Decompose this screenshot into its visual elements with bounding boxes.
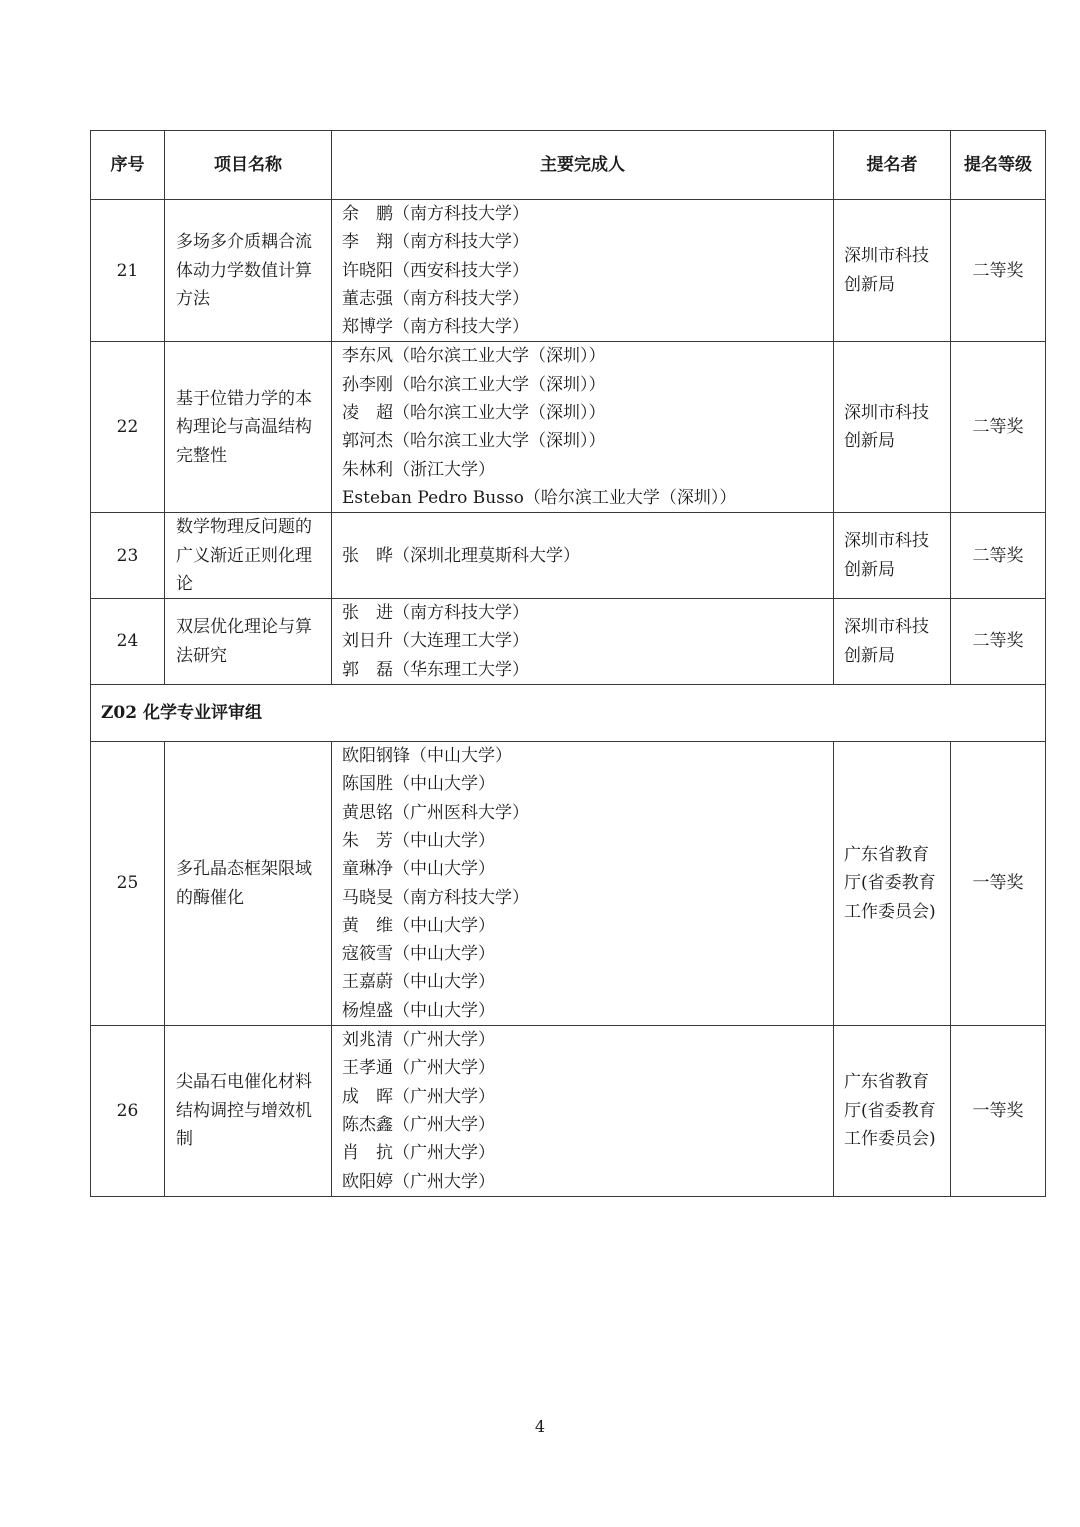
group-label: Z02 化学专业评审组 bbox=[91, 685, 1046, 742]
nominator-line: 深圳市科技 bbox=[844, 403, 929, 424]
contributor: 肖 抗（广州大学） bbox=[342, 1143, 495, 1164]
contributor: 朱林利（浙江大学） bbox=[342, 459, 495, 480]
header-main-contributors: 主要完成人 bbox=[332, 131, 834, 200]
row-index: 25 bbox=[91, 742, 165, 1026]
contributor: 刘日升（大连理工大学） bbox=[342, 631, 529, 652]
nominator bbox=[834, 342, 951, 513]
contributor: 成 晖（广州大学） bbox=[342, 1086, 495, 1107]
contributor: 王嘉蔚（中山大学） bbox=[342, 972, 495, 993]
nominator-line: 深圳市科技 bbox=[844, 531, 929, 552]
nomination-level: 二等奖 bbox=[951, 599, 1046, 685]
project-name-line: 制 bbox=[176, 1129, 193, 1150]
row-index: 23 bbox=[91, 513, 165, 599]
nominator bbox=[834, 200, 951, 342]
contributor: 刘兆清（广州大学） bbox=[342, 1030, 495, 1051]
contributor: 欧阳钢锋（中山大学） bbox=[342, 746, 512, 767]
project-name bbox=[165, 1026, 332, 1197]
contributor: 张 晔（深圳北理莫斯科大学） bbox=[342, 545, 580, 566]
contributor: 王孝通（广州大学） bbox=[342, 1058, 495, 1079]
project-name-line: 多场多介质耦合流 bbox=[176, 232, 312, 253]
project-name bbox=[165, 742, 332, 1026]
nominator-line: 深圳市科技 bbox=[844, 617, 929, 638]
contributor: 李东风（哈尔滨工业大学（深圳）） bbox=[342, 346, 606, 367]
table-body-chemistry bbox=[91, 742, 1046, 1197]
row-index: 22 bbox=[91, 342, 165, 513]
contributor: 杨煌盛（中山大学） bbox=[342, 1000, 495, 1021]
project-name-line: 多孔晶态框架限域 bbox=[176, 859, 312, 880]
page-number: 4 bbox=[534, 1417, 546, 1436]
row-index: 21 bbox=[91, 200, 165, 342]
contributor: 凌 超（哈尔滨工业大学（深圳）） bbox=[342, 403, 606, 424]
table-row bbox=[91, 200, 1046, 342]
header-index: 序号 bbox=[91, 131, 165, 200]
table-row bbox=[91, 599, 1046, 685]
contributors bbox=[332, 342, 834, 513]
header-row bbox=[91, 131, 1046, 200]
contributor: Esteban Pedro Busso（哈尔滨工业大学（深圳）） bbox=[342, 487, 737, 508]
contributor: 寇筱雪（中山大学） bbox=[342, 944, 495, 965]
nominator-line: 创新局 bbox=[844, 274, 895, 295]
table-row bbox=[91, 513, 1046, 599]
project-name bbox=[165, 599, 332, 685]
table-row bbox=[91, 342, 1046, 513]
project-name bbox=[165, 513, 332, 599]
project-name bbox=[165, 200, 332, 342]
contributors bbox=[332, 599, 834, 685]
contributor: 郭河杰（哈尔滨工业大学（深圳）） bbox=[342, 431, 606, 452]
nominator-line: 创新局 bbox=[844, 559, 895, 580]
header-nomination-level: 提名等级 bbox=[951, 131, 1046, 200]
contributor: 李 翔（南方科技大学） bbox=[342, 232, 529, 253]
nominator bbox=[834, 1026, 951, 1197]
project-name-line: 双层优化理论与算 bbox=[176, 617, 312, 638]
nomination-level: 二等奖 bbox=[951, 342, 1046, 513]
nominator-line: 工作委员会) bbox=[844, 1129, 936, 1150]
nominator bbox=[834, 742, 951, 1026]
nominator-line: 广东省教育 bbox=[844, 1072, 929, 1093]
award-table bbox=[90, 130, 1046, 1197]
nominator-line: 创新局 bbox=[844, 645, 895, 666]
table-row bbox=[91, 1026, 1046, 1197]
nominator-line: 创新局 bbox=[844, 431, 895, 452]
nomination-level: 二等奖 bbox=[951, 200, 1046, 342]
contributor: 郭 磊（华东理工大学） bbox=[342, 659, 529, 680]
nominator-line: 工作委员会) bbox=[844, 901, 936, 922]
contributors bbox=[332, 742, 834, 1026]
project-name-line: 法研究 bbox=[176, 645, 227, 666]
nominator-line: 深圳市科技 bbox=[844, 246, 929, 267]
project-name-line: 体动力学数值计算 bbox=[176, 260, 312, 281]
contributor: 许晓阳（西安科技大学） bbox=[342, 260, 529, 281]
contributor: 张 进（南方科技大学） bbox=[342, 603, 529, 624]
contributors bbox=[332, 1026, 834, 1197]
table-body-maths bbox=[91, 200, 1046, 685]
project-name-line: 结构调控与增效机 bbox=[176, 1100, 312, 1121]
contributor: 朱 芳（中山大学） bbox=[342, 830, 495, 851]
nominator-line: 广东省教育 bbox=[844, 845, 929, 866]
nominator bbox=[834, 513, 951, 599]
header-project-name: 项目名称 bbox=[165, 131, 332, 200]
project-name-line: 基于位错力学的本 bbox=[176, 388, 312, 409]
project-name-line: 的酶催化 bbox=[176, 887, 244, 908]
nomination-level: 一等奖 bbox=[951, 1026, 1046, 1197]
row-index: 26 bbox=[91, 1026, 165, 1197]
contributor: 黄思铭（广州医科大学） bbox=[342, 802, 529, 823]
project-name-line: 数学物理反问题的 bbox=[176, 517, 312, 538]
project-name-line: 完整性 bbox=[176, 445, 227, 466]
contributor: 孙李刚（哈尔滨工业大学（深圳）） bbox=[342, 374, 606, 395]
nominator bbox=[834, 599, 951, 685]
project-name bbox=[165, 342, 332, 513]
contributor: 黄 维（中山大学） bbox=[342, 915, 495, 936]
contributor: 郑博学（南方科技大学） bbox=[342, 317, 529, 338]
nomination-level: 二等奖 bbox=[951, 513, 1046, 599]
project-name-line: 构理论与高温结构 bbox=[176, 417, 312, 438]
contributors bbox=[332, 513, 834, 599]
contributor: 余 鹏（南方科技大学） bbox=[342, 204, 529, 224]
row-index: 24 bbox=[91, 599, 165, 685]
contributor: 陈国胜（中山大学） bbox=[342, 774, 495, 795]
header-nominator: 提名者 bbox=[834, 131, 951, 200]
nominator-line: 厅(省委教育 bbox=[844, 1100, 936, 1121]
contributor: 陈杰鑫（广州大学） bbox=[342, 1114, 495, 1135]
contributors bbox=[332, 200, 834, 342]
contributor: 欧阳婷（广州大学） bbox=[342, 1171, 495, 1192]
project-name-line: 尖晶石电催化材料 bbox=[176, 1072, 312, 1093]
group-row bbox=[91, 685, 1046, 742]
nominator-line: 厅(省委教育 bbox=[844, 873, 936, 894]
project-name-line: 方法 bbox=[176, 288, 210, 309]
contributor: 董志强（南方科技大学） bbox=[342, 288, 529, 309]
project-name-line: 广义渐近正则化理 bbox=[176, 545, 312, 566]
contributor: 童琳净（中山大学） bbox=[342, 859, 495, 880]
table-row bbox=[91, 742, 1046, 1026]
project-name-line: 论 bbox=[176, 573, 193, 594]
nomination-level: 一等奖 bbox=[951, 742, 1046, 1026]
contributor: 马晓旻（南方科技大学） bbox=[342, 887, 529, 908]
